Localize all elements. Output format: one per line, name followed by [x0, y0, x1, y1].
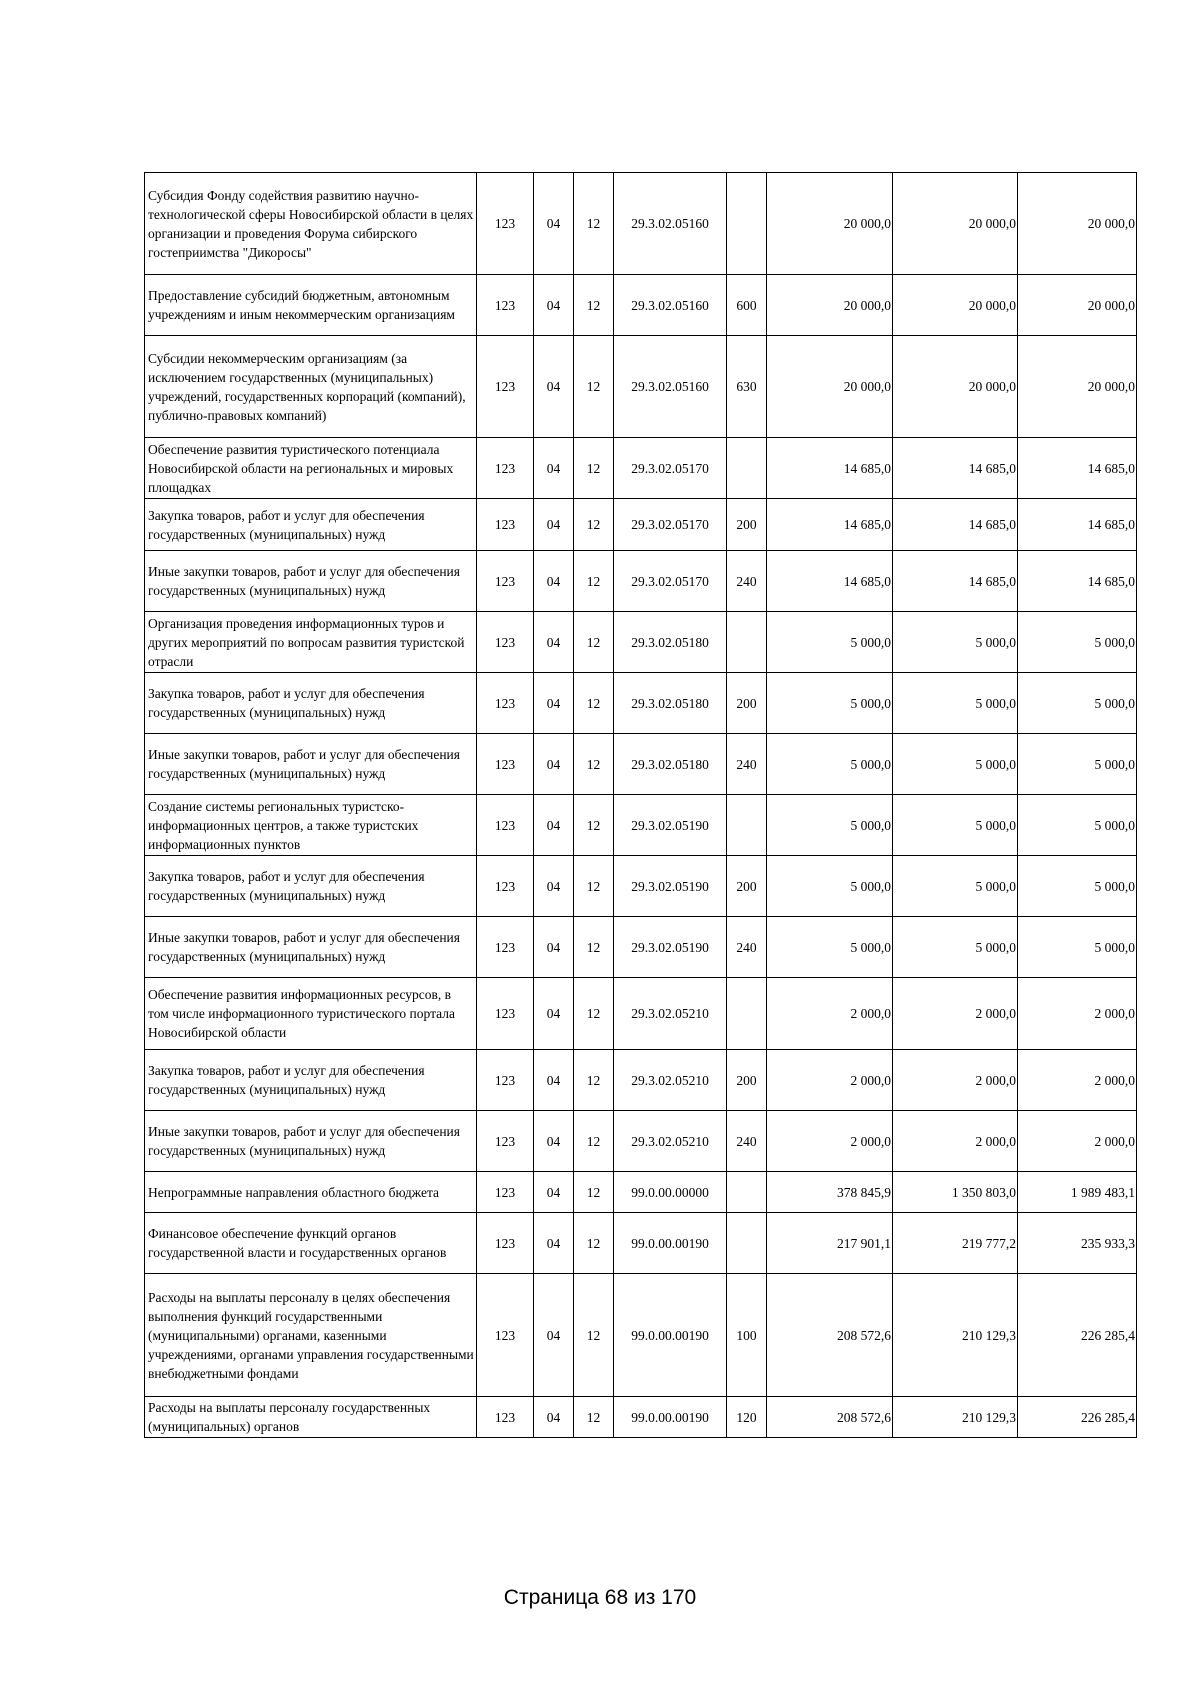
table-row: [145, 856, 1137, 917]
cell-csr: 99.0.00.00190: [614, 1274, 727, 1397]
cell-amount-year3: 226 285,4: [1018, 1274, 1137, 1397]
cell-vr: 240: [727, 1111, 767, 1172]
cell-ved: 123: [477, 673, 534, 734]
cell-vr: [727, 978, 767, 1050]
cell-rz: 04: [534, 978, 574, 1050]
cell-amount-year1: 5 000,0: [767, 673, 893, 734]
cell-vr: [727, 1213, 767, 1274]
cell-name: Расходы на выплаты персоналу в целях обеспечения выполнения функций государственными (муниципальными) органами, казенными учреждениями, органами управления государственными внебюджетными фондами: [145, 1274, 477, 1397]
cell-amount-year3: 14 685,0: [1018, 551, 1137, 612]
cell-amount-year3: 14 685,0: [1018, 499, 1137, 551]
cell-amount-year3: 2 000,0: [1018, 978, 1137, 1050]
cell-ved: 123: [477, 275, 534, 336]
cell-pr: 12: [574, 1050, 614, 1111]
cell-amount-year2: 20 000,0: [893, 173, 1018, 275]
cell-csr: 29.3.02.05180: [614, 734, 727, 795]
cell-pr: 12: [574, 551, 614, 612]
cell-rz: 04: [534, 856, 574, 917]
cell-ved: 123: [477, 1397, 534, 1438]
cell-amount-year1: 2 000,0: [767, 1111, 893, 1172]
table-row: [145, 795, 1137, 856]
cell-name: Субсидия Фонду содействия развитию научно-технологической сферы Новосибирской области в целях организации и проведения Форума сибирского гостеприимства "Дикоросы": [145, 173, 477, 275]
cell-amount-year3: 5 000,0: [1018, 917, 1137, 978]
cell-ved: 123: [477, 612, 534, 673]
cell-amount-year2: 5 000,0: [893, 795, 1018, 856]
table-row: [145, 917, 1137, 978]
cell-vr: 200: [727, 499, 767, 551]
cell-pr: 12: [574, 917, 614, 978]
table-row: [145, 612, 1137, 673]
cell-amount-year1: 20 000,0: [767, 336, 893, 438]
cell-vr: [727, 438, 767, 499]
cell-csr: 29.3.02.05170: [614, 438, 727, 499]
cell-vr: 100: [727, 1274, 767, 1397]
cell-csr: 29.3.02.05170: [614, 551, 727, 612]
cell-rz: 04: [534, 438, 574, 499]
cell-amount-year1: 5 000,0: [767, 734, 893, 795]
cell-amount-year2: 2 000,0: [893, 1111, 1018, 1172]
cell-amount-year2: 5 000,0: [893, 673, 1018, 734]
cell-amount-year2: 219 777,2: [893, 1213, 1018, 1274]
cell-name: Организация проведения информационных туров и других мероприятий по вопросам развития туристской отрасли: [145, 612, 477, 673]
cell-name: Обеспечение развития информационных ресурсов, в том числе информационного туристического портала Новосибирской области: [145, 978, 477, 1050]
cell-amount-year1: 217 901,1: [767, 1213, 893, 1274]
table-row: [145, 173, 1137, 275]
cell-amount-year3: 2 000,0: [1018, 1050, 1137, 1111]
cell-ved: 123: [477, 551, 534, 612]
cell-name: Субсидии некоммерческим организациям (за исключением государственных (муниципальных) учреждений, государственных корпораций (компаний), публично-правовых компаний): [145, 336, 477, 438]
cell-rz: 04: [534, 1111, 574, 1172]
cell-vr: 240: [727, 917, 767, 978]
cell-pr: 12: [574, 336, 614, 438]
cell-ved: 123: [477, 795, 534, 856]
cell-rz: 04: [534, 173, 574, 275]
cell-pr: 12: [574, 499, 614, 551]
table-body: [145, 173, 1137, 1438]
cell-amount-year1: 20 000,0: [767, 275, 893, 336]
cell-amount-year2: 5 000,0: [893, 917, 1018, 978]
cell-csr: 29.3.02.05190: [614, 856, 727, 917]
cell-amount-year3: 2 000,0: [1018, 1111, 1137, 1172]
cell-pr: 12: [574, 1213, 614, 1274]
cell-pr: 12: [574, 275, 614, 336]
cell-rz: 04: [534, 499, 574, 551]
cell-ved: 123: [477, 173, 534, 275]
cell-ved: 123: [477, 438, 534, 499]
cell-amount-year3: 20 000,0: [1018, 275, 1137, 336]
cell-amount-year3: 20 000,0: [1018, 336, 1137, 438]
cell-rz: 04: [534, 1274, 574, 1397]
cell-amount-year3: 5 000,0: [1018, 734, 1137, 795]
cell-amount-year3: 14 685,0: [1018, 438, 1137, 499]
cell-vr: 200: [727, 856, 767, 917]
cell-name: Иные закупки товаров, работ и услуг для обеспечения государственных (муниципальных) нужд: [145, 917, 477, 978]
cell-name: Закупка товаров, работ и услуг для обеспечения государственных (муниципальных) нужд: [145, 499, 477, 551]
cell-vr: 200: [727, 673, 767, 734]
cell-rz: 04: [534, 336, 574, 438]
cell-rz: 04: [534, 734, 574, 795]
cell-amount-year3: 20 000,0: [1018, 173, 1137, 275]
cell-name: Финансовое обеспечение функций органов государственной власти и государственных органов: [145, 1213, 477, 1274]
table-row: [145, 499, 1137, 551]
cell-csr: 29.3.02.05210: [614, 1050, 727, 1111]
cell-csr: 29.3.02.05190: [614, 917, 727, 978]
cell-ved: 123: [477, 734, 534, 795]
cell-rz: 04: [534, 551, 574, 612]
table-row: [145, 1213, 1137, 1274]
cell-pr: 12: [574, 1397, 614, 1438]
cell-pr: 12: [574, 438, 614, 499]
cell-amount-year1: 14 685,0: [767, 551, 893, 612]
cell-amount-year2: 14 685,0: [893, 551, 1018, 612]
budget-table: [144, 172, 1137, 1438]
cell-rz: 04: [534, 1213, 574, 1274]
cell-amount-year2: 20 000,0: [893, 336, 1018, 438]
cell-ved: 123: [477, 1111, 534, 1172]
cell-pr: 12: [574, 173, 614, 275]
cell-name: Закупка товаров, работ и услуг для обеспечения государственных (муниципальных) нужд: [145, 673, 477, 734]
cell-amount-year3: 226 285,4: [1018, 1397, 1137, 1438]
cell-vr: 600: [727, 275, 767, 336]
cell-csr: 29.3.02.05160: [614, 336, 727, 438]
table-row: [145, 336, 1137, 438]
cell-ved: 123: [477, 1274, 534, 1397]
cell-pr: 12: [574, 795, 614, 856]
cell-pr: 12: [574, 673, 614, 734]
cell-amount-year3: 1 989 483,1: [1018, 1172, 1137, 1213]
cell-pr: 12: [574, 978, 614, 1050]
cell-vr: 240: [727, 734, 767, 795]
cell-pr: 12: [574, 856, 614, 917]
cell-ved: 123: [477, 1213, 534, 1274]
cell-csr: 29.3.02.05160: [614, 173, 727, 275]
cell-amount-year1: 378 845,9: [767, 1172, 893, 1213]
cell-amount-year1: 14 685,0: [767, 499, 893, 551]
cell-amount-year2: 14 685,0: [893, 499, 1018, 551]
cell-rz: 04: [534, 1050, 574, 1111]
cell-vr: [727, 612, 767, 673]
cell-pr: 12: [574, 734, 614, 795]
cell-rz: 04: [534, 612, 574, 673]
cell-vr: 240: [727, 551, 767, 612]
table-row: [145, 734, 1137, 795]
cell-amount-year2: 210 129,3: [893, 1397, 1018, 1438]
cell-name: Закупка товаров, работ и услуг для обеспечения государственных (муниципальных) нужд: [145, 856, 477, 917]
cell-amount-year1: 5 000,0: [767, 795, 893, 856]
cell-pr: 12: [574, 1172, 614, 1213]
cell-name: Предоставление субсидий бюджетным, автономным учреждениям и иным некоммерческим организациям: [145, 275, 477, 336]
cell-amount-year2: 5 000,0: [893, 856, 1018, 917]
cell-name: Иные закупки товаров, работ и услуг для обеспечения государственных (муниципальных) нужд: [145, 551, 477, 612]
cell-rz: 04: [534, 673, 574, 734]
cell-amount-year3: 5 000,0: [1018, 856, 1137, 917]
cell-amount-year1: 2 000,0: [767, 1050, 893, 1111]
cell-csr: 29.3.02.05170: [614, 499, 727, 551]
cell-ved: 123: [477, 336, 534, 438]
cell-amount-year1: 2 000,0: [767, 978, 893, 1050]
cell-amount-year3: 5 000,0: [1018, 795, 1137, 856]
cell-vr: 630: [727, 336, 767, 438]
table-row: [145, 551, 1137, 612]
cell-amount-year2: 14 685,0: [893, 438, 1018, 499]
cell-amount-year2: 210 129,3: [893, 1274, 1018, 1397]
cell-csr: 29.3.02.05190: [614, 795, 727, 856]
cell-pr: 12: [574, 1274, 614, 1397]
table-row: [145, 1050, 1137, 1111]
cell-csr: 29.3.02.05210: [614, 978, 727, 1050]
cell-amount-year2: 1 350 803,0: [893, 1172, 1018, 1213]
table-row: [145, 1274, 1137, 1397]
cell-name: Создание системы региональных туристско-информационных центров, а также туристских информационных пунктов: [145, 795, 477, 856]
cell-name: Расходы на выплаты персоналу государственных (муниципальных) органов: [145, 1397, 477, 1438]
cell-rz: 04: [534, 795, 574, 856]
cell-pr: 12: [574, 612, 614, 673]
cell-name: Закупка товаров, работ и услуг для обеспечения государственных (муниципальных) нужд: [145, 1050, 477, 1111]
cell-amount-year2: 5 000,0: [893, 612, 1018, 673]
cell-vr: [727, 795, 767, 856]
cell-name: Иные закупки товаров, работ и услуг для обеспечения государственных (муниципальных) нужд: [145, 734, 477, 795]
cell-rz: 04: [534, 917, 574, 978]
cell-ved: 123: [477, 917, 534, 978]
cell-amount-year3: 5 000,0: [1018, 612, 1137, 673]
cell-ved: 123: [477, 1172, 534, 1213]
cell-csr: 29.3.02.05180: [614, 612, 727, 673]
cell-vr: [727, 1172, 767, 1213]
cell-ved: 123: [477, 856, 534, 917]
cell-amount-year2: 20 000,0: [893, 275, 1018, 336]
cell-amount-year3: 235 933,3: [1018, 1213, 1137, 1274]
cell-rz: 04: [534, 275, 574, 336]
cell-vr: 120: [727, 1397, 767, 1438]
cell-amount-year1: 14 685,0: [767, 438, 893, 499]
table-row: [145, 1172, 1137, 1213]
cell-amount-year2: 2 000,0: [893, 978, 1018, 1050]
cell-amount-year3: 5 000,0: [1018, 673, 1137, 734]
cell-amount-year1: 208 572,6: [767, 1274, 893, 1397]
cell-amount-year2: 5 000,0: [893, 734, 1018, 795]
table-row: [145, 275, 1137, 336]
cell-csr: 99.0.00.00190: [614, 1213, 727, 1274]
cell-csr: 29.3.02.05180: [614, 673, 727, 734]
cell-csr: 29.3.02.05210: [614, 1111, 727, 1172]
cell-ved: 123: [477, 499, 534, 551]
cell-amount-year1: 208 572,6: [767, 1397, 893, 1438]
cell-amount-year1: 5 000,0: [767, 917, 893, 978]
cell-amount-year1: 5 000,0: [767, 612, 893, 673]
table-row: [145, 1111, 1137, 1172]
cell-name: Непрограммные направления областного бюджета: [145, 1172, 477, 1213]
cell-csr: 99.0.00.00190: [614, 1397, 727, 1438]
cell-csr: 99.0.00.00000: [614, 1172, 727, 1213]
page-number-footer: Страница 68 из 170: [503, 1586, 697, 1609]
table-row: [145, 673, 1137, 734]
cell-rz: 04: [534, 1172, 574, 1213]
cell-csr: 29.3.02.05160: [614, 275, 727, 336]
cell-vr: 200: [727, 1050, 767, 1111]
table-row: [145, 1397, 1137, 1438]
cell-amount-year2: 2 000,0: [893, 1050, 1018, 1111]
cell-vr: [727, 173, 767, 275]
cell-ved: 123: [477, 978, 534, 1050]
cell-name: Иные закупки товаров, работ и услуг для обеспечения государственных (муниципальных) нужд: [145, 1111, 477, 1172]
cell-name: Обеспечение развития туристического потенциала Новосибирской области на региональных и мировых площадках: [145, 438, 477, 499]
table-row: [145, 438, 1137, 499]
cell-ved: 123: [477, 1050, 534, 1111]
cell-amount-year1: 5 000,0: [767, 856, 893, 917]
cell-pr: 12: [574, 1111, 614, 1172]
cell-rz: 04: [534, 1397, 574, 1438]
cell-amount-year1: 20 000,0: [767, 173, 893, 275]
table-row: [145, 978, 1137, 1050]
